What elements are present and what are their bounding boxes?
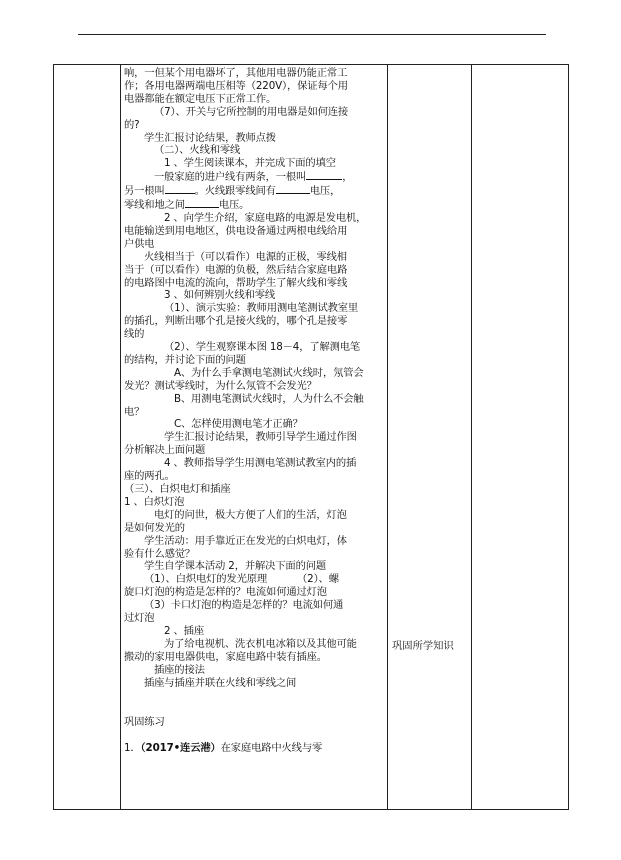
text-line: B、用测电笔测试火线时，人为什么不会触 — [174, 392, 364, 405]
text-line: 的电路图中电流的流向，帮助学生了解火线和零线 — [124, 276, 348, 289]
teaching-process-cell — [124, 67, 386, 755]
text-line-part: 另一根叫 — [124, 185, 165, 198]
text-line: 火线相当于（可以看作）电源的正极，零线相 — [144, 250, 347, 263]
text-line: 的插孔，判断出哪个孔是接火线的，哪个孔是接零 — [124, 315, 348, 328]
text-line: 是如何发光的 — [124, 521, 185, 534]
question-line — [124, 742, 386, 755]
text-line — [124, 170, 386, 184]
text-line: 1 、白炽灯泡 — [124, 495, 185, 508]
text-line — [124, 198, 386, 212]
fill-blank — [276, 184, 310, 194]
text-line-part: （1）、白炽电灯的发光原理 — [144, 573, 268, 586]
text-line-part: 。火线跟零线间有 — [194, 185, 276, 198]
text-line-part: ， — [342, 171, 353, 184]
question-source: （2017•连云港） — [140, 742, 221, 755]
header-rule — [78, 34, 546, 35]
text-line: A、为什么手拿测电笔测试火线时，氖管会 — [174, 366, 364, 379]
fill-blank — [185, 198, 219, 208]
text-line-part: 一般家庭的进户线有两条，一根叫 — [154, 171, 307, 184]
text-line: 过灯泡 — [124, 612, 155, 625]
text-line: （3）卡口灯泡的构造是怎样的？电流如何通 — [144, 599, 344, 612]
text-line: 作；各用电器两端电压相等（220V），保证每个用 — [124, 79, 348, 92]
question-number: 1． — [124, 742, 141, 755]
text-line: 验有什么感觉？ — [124, 547, 196, 560]
text-line-part: 零线和地之间 — [124, 199, 185, 212]
section-heading: （三）、白炽电灯和插座 — [124, 483, 231, 495]
lesson-table — [53, 64, 569, 810]
text-line: 电器都能在额定电压下正常工作。 — [124, 92, 277, 105]
text-line: 座的两孔。 — [124, 470, 175, 483]
text-line: 为了给电视机、洗衣机电冰箱以及其他可能 — [164, 637, 357, 650]
text-line: 的? — [124, 118, 140, 131]
text-line-part: （2）、螺 — [297, 573, 339, 586]
intent-cell: 巩固所学知识 — [392, 640, 454, 652]
text-line: 1 、学生阅读课本，并完成下面的填空 — [164, 157, 336, 170]
text-line: 学生活动：用手靠近正在发光的白炽电灯，体 — [144, 534, 347, 547]
fill-blank — [165, 184, 195, 194]
text-line: 电？ — [124, 405, 145, 418]
text-line: 户供电 — [124, 237, 155, 250]
text-line: 当于（可以看作）电源的负极，然后结合家庭电路 — [124, 263, 348, 276]
text-line: （1）、演示实验：教师用测电笔测试教室里 — [164, 302, 359, 315]
text-line: 2 、向学生介绍，家庭电路的电源是发电机， — [164, 211, 367, 224]
text-line: 电灯的问世，极大方便了人们的生活，灯泡 — [154, 508, 347, 521]
text-line: 旋口灯泡的构造是怎样的？电流如何通过灯泡 — [124, 586, 327, 599]
column-divider — [471, 65, 472, 809]
text-line-part: 电压， — [309, 185, 341, 198]
column-divider — [387, 65, 388, 809]
text-line: 响，一但某个用电器坏了，其他用电器仍能正常工 — [124, 67, 348, 79]
text-line: 的结构，并讨论下面的问题 — [124, 353, 246, 366]
text-line: 学生自学课本活动 2，并解决下面的问题 — [144, 560, 327, 573]
text-line — [124, 184, 386, 198]
text-line: 线的 — [124, 328, 145, 341]
text-line: 学生汇报讨论结果，教师引导学生通过作图 — [164, 431, 357, 444]
text-line: 插座与插座并联在火线和零线之间 — [144, 676, 297, 689]
section-heading: 巩固练习 — [124, 715, 165, 728]
section-heading: （二）、火线和零线 — [154, 144, 241, 157]
text-line: 学生汇报讨论结果，教师点拨 — [144, 131, 276, 144]
text-line: 搬动的家用电器供电，家庭电路中装有插座。 — [124, 650, 327, 663]
text-line: 分析解决上面问题 — [124, 444, 206, 457]
text-line: 4 、教师指导学生用测电笔测试教室内的插 — [164, 457, 357, 470]
question-text: 在家庭电路中火线与零 — [220, 742, 323, 755]
text-line: 电能输送到用电地区，供电设备通过两根电线给用 — [124, 224, 348, 237]
text-line: （2）、学生观察课本图 18－4，了解测电笔 — [164, 341, 361, 354]
text-line: 2 、插座 — [164, 624, 204, 637]
text-line: C、怎样使用测电笔才正确？ — [174, 418, 303, 431]
text-line: 3 、如何辨别火线和零线 — [164, 289, 275, 302]
text-line: 插座的接法 — [154, 663, 205, 676]
text-line: （7）、开关与它所控制的用电器是如何连接 — [154, 105, 349, 118]
text-line — [124, 573, 386, 586]
text-line-part: 电压。 — [218, 199, 250, 212]
column-divider — [120, 65, 121, 809]
text-line: 发光？测试零线时，为什么氖管不会发光？ — [124, 379, 317, 392]
fill-blank — [306, 170, 342, 180]
